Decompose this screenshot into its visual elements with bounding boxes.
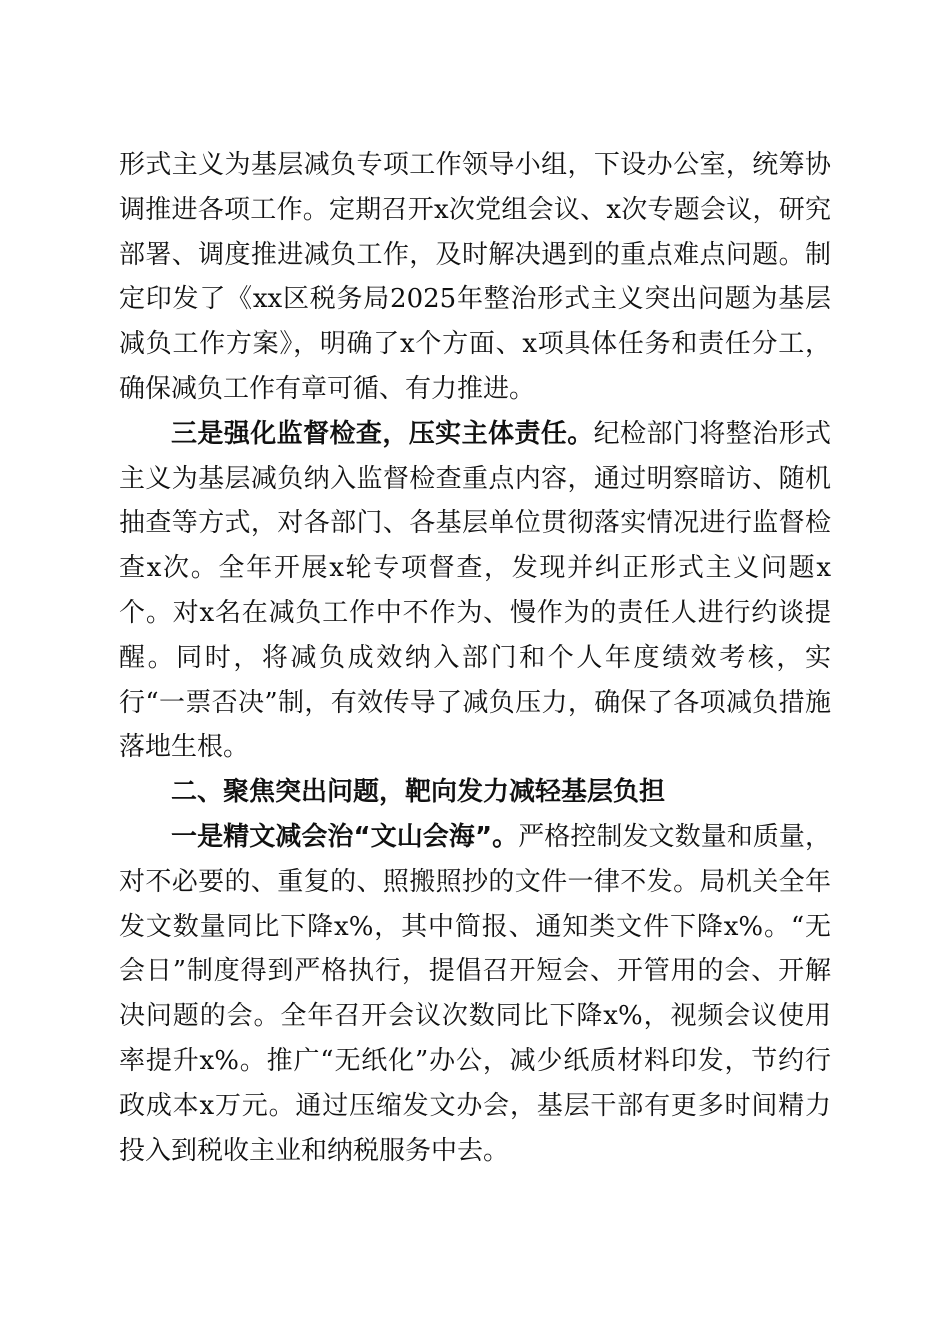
section-heading: 二、聚焦突出问题，靶向发力减轻基层负担 xyxy=(171,777,666,808)
paragraph-lead: 三是强化监督检查，压实主体责任。 xyxy=(171,418,594,449)
document-body xyxy=(119,143,831,1173)
paragraph-text: 形式主义为基层减负专项工作领导小组，下设办公室，统筹协调推进各项工作。定期召开x次党组会议、x次专题会议，研究部署、调度推进减负工作，及时解决遇到的重点难点问题。制定印发了《xx区税务局2025年整治形式主义突出问题为基层减负工作方案》，明确了x个方面、x项具体任务和责任分工，确保减负工作有章可循、有力推进。 xyxy=(119,150,831,404)
paragraph-reduce-meetings xyxy=(119,815,831,1173)
paragraph-continued xyxy=(119,143,831,412)
paragraph-text: 严格控制发文数量和质量，对不必要的、重复的、照搬照抄的文件一律不发。局机关全年发文数量同比下降x%，其中简报、通知类文件下降x%。“无会日”制度得到严格执行，提倡召开短会、开管用的会、开解决问题的会。全年召开会议次数同比下降x%，视频会议使用率提升x%。推广“无纸化”办公，减少纸质材料印发，节约行政成本x万元。通过压缩发文办会，基层干部有更多时间精力投入到税收主业和纳税服务中去。 xyxy=(119,821,831,1166)
paragraph-supervision xyxy=(119,412,831,770)
paragraph-text: 纪检部门将整治形式主义为基层减负纳入监督检查重点内容，通过明察暗访、随机抽查等方式，对各部门、各基层单位贯彻落实情况进行监督检查x次。全年开展x轮专项督查，发现并纠正形式主义问题x个。对x名在减负工作中不作为、慢作为的责任人进行约谈提醒。同时，将减负成效纳入部门和个人年度绩效考核，实行“一票否决”制，有效传导了减负压力，确保了各项减负措施落地生根。 xyxy=(119,418,831,763)
paragraph-lead: 一是精文减会治“文山会海”。 xyxy=(171,821,519,852)
